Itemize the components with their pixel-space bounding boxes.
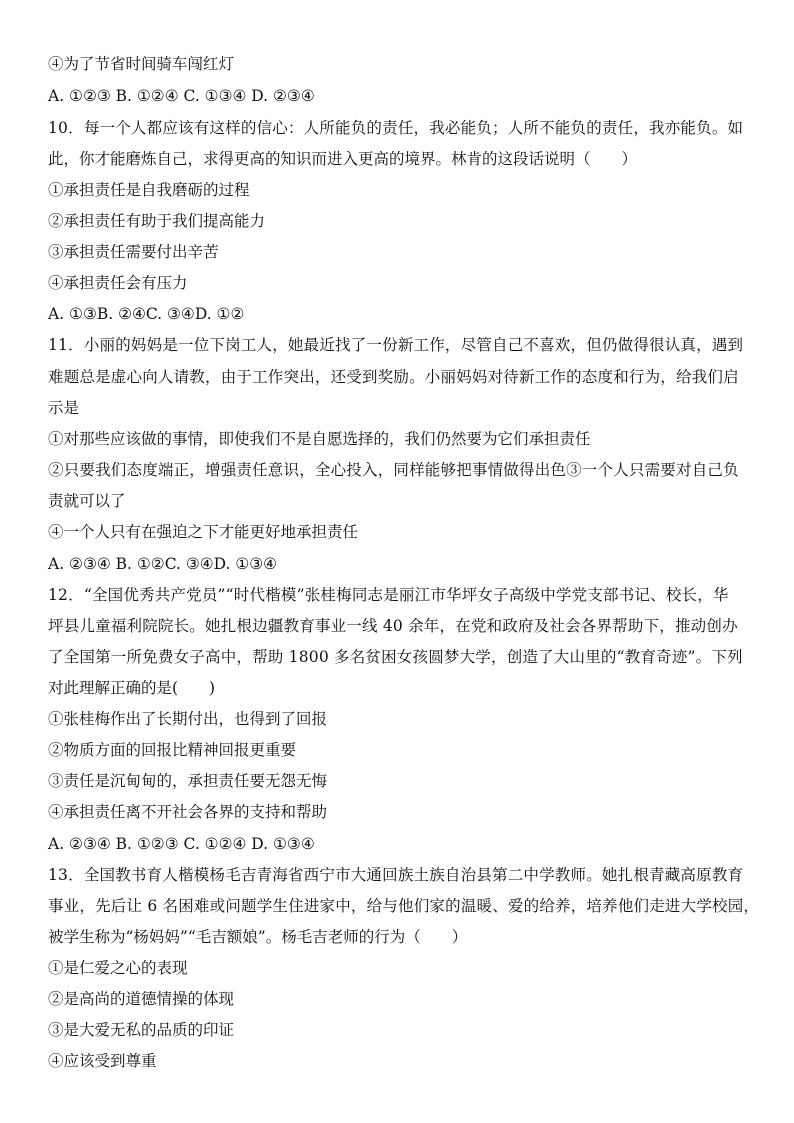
question-13-text: 13．全国教书育人楷模杨毛吉青海省西宁市大通回族土族自治县第二中学教师。她扎根青藏高原教育 [48, 866, 744, 884]
option-line: ③是大爱无私的品质的印证 [48, 1021, 235, 1039]
option-line: ④一个人只有在强迫之下才能更好地承担责任 [48, 523, 359, 541]
question-13-text: 被学生称为“杨妈妈”“毛吉额娘”。杨毛吉老师的行为（ ） [48, 928, 468, 946]
question-11-text: 示是 [48, 399, 80, 417]
option-line: ②只要我们态度端正，增强责任意识，全心投入，同样能够把事情做得出色③一个人只需要对自己负 [48, 461, 739, 479]
answer-choices: A. ①②③ B. ①②④ C. ①③④ D. ②③④ [48, 87, 315, 105]
answer-choices: A. ②③④ B. ①②③ C. ①②④ D. ①③④ [48, 835, 315, 853]
option-line: ②承担责任有助于我们提高能力 [48, 212, 266, 230]
option-line: ②物质方面的回报比精神回报更重要 [48, 741, 297, 759]
option-line: ④承担责任会有压力 [48, 274, 188, 292]
question-10-text: 此，你才能磨炼自己，求得更高的知识而进入更高的境界。林肯的这段话说明（ ） [48, 150, 638, 168]
question-10-text: 10．每一个人都应该有这样的信心：人所能负的责任，我必能负；人所不能负的责任，我亦能负。如 [48, 119, 744, 137]
answer-choices: A. ②③④ B. ①②C. ③④D. ①③④ [48, 555, 278, 573]
question-11-text: 难题总是虚心向人请教，由于工作突出，还受到奖励。小丽妈妈对待新工作的态度和行为，给我们启 [48, 368, 739, 386]
option-line: ④为了节省时间骑车闯红灯 [48, 55, 235, 73]
option-line: ①对那些应该做的事情，即使我们不是自愿选择的，我们仍然要为它们承担责任 [48, 430, 591, 448]
option-line: 责就可以了 [48, 492, 126, 510]
option-line: ③承担责任需要付出辛苦 [48, 243, 219, 261]
option-line: ③责任是沉甸甸的，承担责任要无怨无悔 [48, 772, 328, 790]
question-13-text: 事业，先后让 6 名困难或问题学生住进家中，给与他们家的温暖、爱的给养，培养他们走进大学校园， [48, 897, 760, 915]
question-12-text: 12．“全国优秀共产党员”“时代楷模”张桂梅同志是丽江市华坪女子高级中学党支部书记、校长，华 [48, 586, 729, 604]
option-line: ①是仁爱之心的表现 [48, 959, 188, 977]
question-12-text: 了全国第一所免费女子高中，帮助 1800 多名贫困女孩圆梦大学，创造了大山里的“教育奇迹”。下列 [48, 648, 743, 666]
option-line: ④承担责任离不开社会各界的支持和帮助 [48, 803, 328, 821]
option-line: ①承担责任是自我磨砺的过程 [48, 181, 250, 199]
question-12-text: 坪县儿童福利院院长。她扎根边疆教育事业一线 40 余年，在党和政府及社会各界帮助下，推动创办 [48, 617, 738, 635]
option-line: ②是高尚的道德情操的体现 [48, 990, 235, 1008]
question-12-text: 对此理解正确的是( ) [48, 679, 216, 697]
question-11-text: 11．小丽的妈妈是一位下岗工人，她最近找了一份新工作，尽管自己不喜欢，但仍做得很认真，遇到 [48, 336, 744, 354]
option-line: ①张桂梅作出了长期付出，也得到了回报 [48, 710, 328, 728]
answer-choices: A. ①③B. ②④C. ③④D. ①② [48, 305, 245, 323]
option-line: ④应该受到尊重 [48, 1052, 157, 1070]
